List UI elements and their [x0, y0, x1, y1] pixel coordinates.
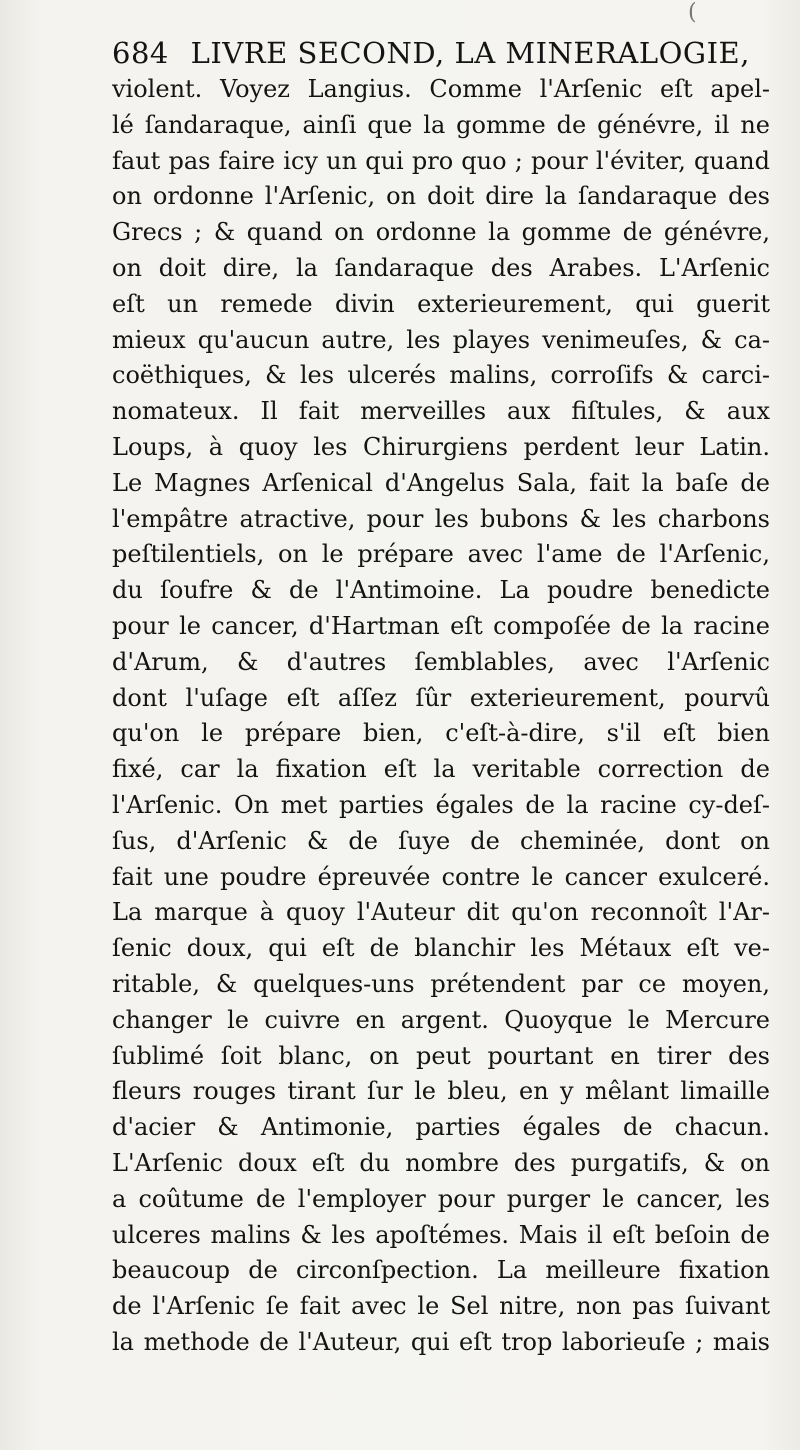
- text-line: eſt un remede divin exterieurement, qui guerit: [112, 289, 770, 318]
- text-line: du ſoufre & de l'Antimoine. La poudre benedicte: [112, 576, 770, 605]
- text-line: fixé, car la fixation eſt la veritable correction de: [112, 755, 770, 784]
- text-line: ulceres malins & les apoſtémes. Mais il eſt beſoin de: [112, 1220, 770, 1249]
- text-line: coëthiques, & les ulcerés malins, corroſifs & carci-: [112, 361, 770, 390]
- text-line: L'Arſenic doux eſt du nombre des purgatifs, & on: [112, 1148, 770, 1177]
- running-head: [112, 34, 772, 72]
- text-line: Loups, à quoy les Chirurgiens perdent leur Latin.: [112, 432, 770, 461]
- text-line: violent. Voyez Langius. Comme l'Arſenic eſt apel-: [112, 75, 770, 103]
- text-line: fleurs rouges tirant ſur le bleu, en y mêlant limaille: [112, 1077, 770, 1106]
- text-line: dont l'uſage eſt aſſez ſûr exterieurement, pourvû: [112, 683, 770, 712]
- text-line: ſublimé ſoit blanc, on peut pourtant en tirer des: [112, 1041, 770, 1070]
- body-text: [112, 72, 770, 1361]
- text-line: Le Magnes Arſenical d'Angelus Sala, fait la baſe de: [112, 468, 770, 497]
- text-line: d'acier & Antimonie, parties égales de chacun.: [112, 1113, 770, 1142]
- text-line: Grecs ; & quand on ordonne la gomme de génévre,: [112, 218, 770, 247]
- text-line: peſtilentiels, on le prépare avec l'ame de l'Arſenic,: [112, 540, 770, 569]
- text-line: beaucoup de circonſpection. La meilleure fixation: [112, 1256, 770, 1285]
- text-line: pour le cancer, d'Hartman eſt compoſée de la racine: [112, 611, 770, 640]
- text-line: nomateux. Il fait merveilles aux fiſtules, & aux: [112, 397, 770, 426]
- text-line: d'Arum, & d'autres ſemblables, avec l'Arſenic: [112, 647, 770, 676]
- text-line: ſus, d'Arſenic & de ſuye de cheminée, dont on: [112, 826, 770, 855]
- text-line: ſenic doux, qui eſt de blanchir les Métaux eſt ve-: [112, 934, 770, 963]
- text-line: mieux qu'aucun autre, les playes venimeuſes, & ca-: [112, 325, 770, 354]
- text-line: faut pas faire icy un qui pro quo ; pour l'éviter, quand: [112, 146, 770, 175]
- text-line: La marque à quoy l'Auteur dit qu'on reconnoît l'Ar-: [112, 898, 770, 927]
- text-line: on ordonne l'Arſenic, on doit dire la ſandaraque des: [112, 182, 770, 211]
- page-number: 684: [112, 36, 169, 70]
- text-line: on doit dire, la ſandaraque des Arabes. L'Arſenic: [112, 253, 770, 282]
- text-line: fait une poudre épreuvée contre le cancer exulceré.: [112, 862, 770, 891]
- text-line: lé ſandaraque, ainſi que la gomme de génévre, il ne: [112, 110, 770, 139]
- running-title: LIVRE SECOND, LA MINERALOGIE,: [190, 36, 750, 70]
- text-line: changer le cuivre en argent. Quoyque le Mercure: [112, 1005, 770, 1034]
- text-line: l'Arſenic. On met parties égales de la racine cy-deſ-: [112, 790, 770, 819]
- text-line: de l'Arſenic ſe fait avec le Sel nitre, non pas ſuivant: [112, 1292, 770, 1321]
- text-line: ritable, & quelques-uns prétendent par ce moyen,: [112, 969, 770, 998]
- text-line: l'empâtre atractive, pour les bubons & les charbons: [112, 504, 770, 533]
- text-line: la methode de l'Auteur, qui eſt trop laborieuſe ; mais: [112, 1327, 770, 1356]
- text-line: qu'on le prépare bien, c'eſt-à-dire, s'il eſt bien: [112, 719, 770, 748]
- page-corner-mark: (: [688, 0, 697, 25]
- text-line: a coûtume de l'employer pour purger le cancer, les: [112, 1184, 770, 1213]
